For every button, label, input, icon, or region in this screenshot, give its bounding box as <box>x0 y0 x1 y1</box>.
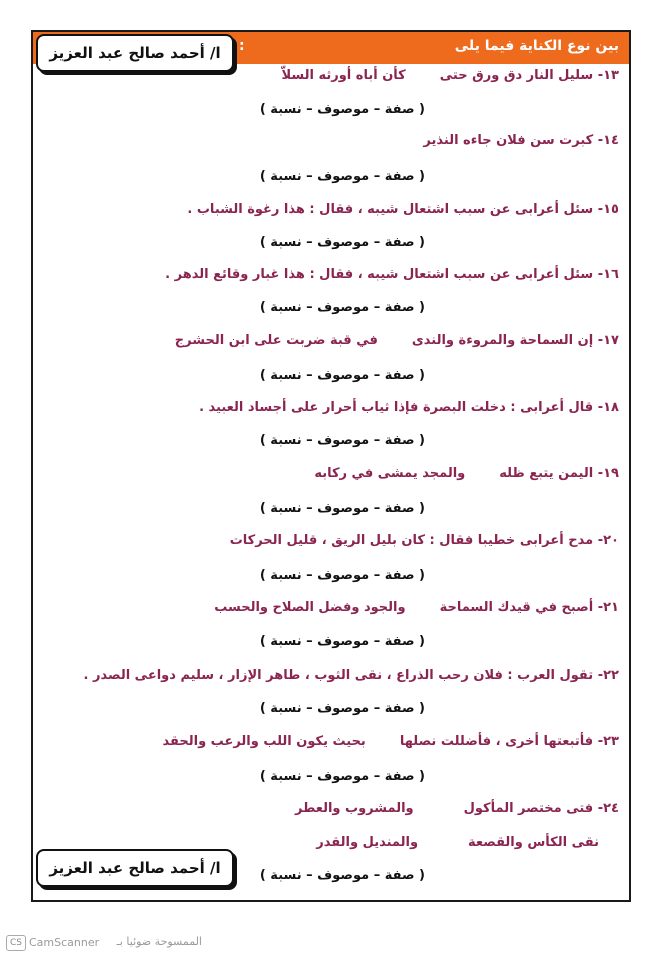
question-text-2: والمشروب والعطر <box>294 801 414 816</box>
choices-19: ( صفة – موصوف – نسبة ) <box>259 501 425 516</box>
question-number: ١٦- <box>597 267 619 282</box>
question-text: نقى الكأس والقصعة <box>468 835 599 850</box>
choices-15: ( صفة – موصوف – نسبة ) <box>259 235 425 250</box>
choices-20: ( صفة – موصوف – نسبة ) <box>259 568 425 583</box>
question-19 <box>314 466 619 481</box>
choices-18: ( صفة – موصوف – نسبة ) <box>259 433 425 448</box>
question-24 <box>295 801 619 816</box>
question-number: ٢٤- <box>597 801 619 816</box>
question-text: تقول العرب : فلان رحب الذراع ، نقى الثوب ، طاهر الإزار ، سليم دواعى الصدر . <box>83 668 594 683</box>
question-text-2: كأن أباه أورثه السلاّ <box>281 68 406 83</box>
question-number: ١٤- <box>597 133 619 148</box>
question-text: إن السماحة والمروءة والندى <box>411 333 594 348</box>
question-text-2: في قبة ضربت على ابن الحشرج <box>174 333 378 348</box>
question-number: ١٣- <box>597 68 619 83</box>
scanned-with-label: الممسوحة ضوئيا بـ <box>116 935 202 948</box>
choices-24: ( صفة – موصوف – نسبة ) <box>259 868 425 883</box>
choices-21: ( صفة – موصوف – نسبة ) <box>259 634 425 649</box>
question-22 <box>84 668 619 683</box>
question-21 <box>214 600 619 615</box>
author-box-top: ا/ أحمد صالح عبد العزيز <box>36 34 234 72</box>
camscanner-logo-icon: CS <box>6 935 26 951</box>
question-18 <box>199 400 619 415</box>
question-text-2: والجود وفضل الصلاح والحسب <box>214 600 406 615</box>
choices-17: ( صفة – موصوف – نسبة ) <box>259 368 425 383</box>
question-15 <box>187 202 619 217</box>
question-number: ٢٢- <box>597 668 619 683</box>
choices-23: ( صفة – موصوف – نسبة ) <box>259 769 425 784</box>
question-text: كبرت سن فلان جاءه النذير <box>423 133 594 148</box>
camscanner-name: CamScanner <box>29 936 100 949</box>
choices-14: ( صفة – موصوف – نسبة ) <box>259 169 425 184</box>
question-text: قال أعرابى : دخلت البصرة فإذا ثياب أحرار على أجساد العبيد . <box>199 400 594 415</box>
choices-13: ( صفة – موصوف – نسبة ) <box>259 102 425 117</box>
question-text-2: والمنديل والقدر <box>316 835 419 850</box>
question-text: سئل أعرابى عن سبب اشتعال شيبه ، فقال : هذا رغوة الشباب . <box>187 202 594 217</box>
question-number: ٢٠- <box>597 533 619 548</box>
choices-16: ( صفة – موصوف – نسبة ) <box>259 300 425 315</box>
question-13 <box>282 68 619 83</box>
worksheet-page <box>31 30 631 902</box>
question-text: أصبح في قيدك السماحة <box>439 600 594 615</box>
question-number: ١٧- <box>597 333 619 348</box>
question-text: سئل أعرابى عن سبب اشتعال شيبه ، فقال : هذا غبار وقائع الدهر . <box>165 267 594 282</box>
question-number: ٢١- <box>597 600 619 615</box>
question-text: سليل النار دق ورق حتى <box>439 68 594 83</box>
header-colon: : <box>239 38 245 54</box>
question-20 <box>230 533 619 548</box>
question-number: ٢٣- <box>597 734 619 749</box>
question-text-2: والمجد يمشى في ركابه <box>314 466 466 481</box>
question-16 <box>165 267 619 282</box>
question-24-line-2 <box>316 835 599 850</box>
header-title: بين نوع الكناية فيما يلى <box>454 38 619 54</box>
question-text-2: بحيث يكون اللب والرعب والحقد <box>162 734 366 749</box>
question-number: ١٥- <box>597 202 619 217</box>
question-text: مدح أعرابى خطيبا فقال : كان بليل الريق ، قليل الحركات <box>229 533 594 548</box>
question-17 <box>175 333 619 348</box>
question-14 <box>423 133 619 148</box>
question-text: فأتبعتها أخرى ، فأضللت نصلها <box>399 734 594 749</box>
author-box-bottom: ا/ أحمد صالح عبد العزيز <box>36 849 234 887</box>
choices-22: ( صفة – موصوف – نسبة ) <box>259 701 425 716</box>
question-text: اليمن يتبع ظله <box>499 466 594 481</box>
question-number: ١٨- <box>597 400 619 415</box>
question-number: ١٩- <box>597 466 619 481</box>
question-text: فتى مختصر المأكول <box>463 801 594 816</box>
question-23 <box>163 734 620 749</box>
